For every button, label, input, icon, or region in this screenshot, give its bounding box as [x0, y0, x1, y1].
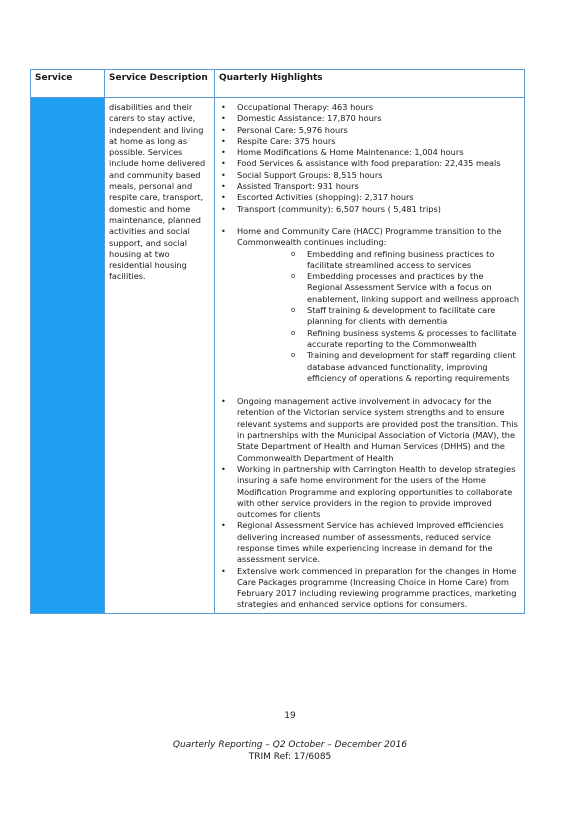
list-item: • Extensive work commenced in preparation for the changes in Home Care Packages programme (Increasing Choice in Home Care) from February 2017 including reviewing programme practices, marketing strategies and enhanced service options for consumers.	[219, 566, 520, 611]
list-item: • Occupational Therapy: 463 hours	[219, 102, 520, 113]
list-item: • Home Modifications & Home Maintenance: 1,004 hours	[219, 147, 520, 158]
list-item: o Embedding and refining business practices to facilitate streamlined access to services	[237, 249, 520, 272]
list-item: • Working in partnership with Carrington Health to develop strategies insuring a safe home environment for the users of the Home Modification Programme and exploring opportunities to collaborate with other service providers in the region to provide improved outcomes for clients	[219, 464, 520, 520]
hacc-intro: Home and Community Care (HACC) Programme transition to the Commonwealth continues including:	[237, 225, 502, 248]
list-item: • Food Services & assistance with food preparation: 22,435 meals	[219, 158, 520, 169]
footer-report-title: Quarterly Reporting – Q2 October – December 2016	[172, 740, 408, 750]
other-highlights-list	[219, 396, 520, 611]
footer-trim-ref: TRIM Ref: 17/6085	[248, 752, 332, 762]
list-item	[219, 226, 520, 384]
list-item: • Assisted Transport: 931 hours	[219, 181, 520, 192]
list-item: • Regional Assessment Service has achieved improved efficiencies delivering increased number of assessments, reduced service response times while experiencing increase in demand for the assessment service.	[219, 520, 520, 565]
list-item: • Respite Care: 375 hours	[219, 136, 520, 147]
list-item: o Staff training & development to facilitate care planning for clients with dementia	[237, 305, 520, 328]
hours-list	[219, 102, 520, 215]
list-item: o Embedding processes and practices by the Regional Assessment Service with a focus on enablement, linking support and wellness approach	[237, 271, 520, 305]
list-item: o Refining business systems & processes to facilitate accurate reporting to the Commonwealth	[237, 328, 520, 351]
quarterly-highlights-cell	[215, 98, 525, 614]
table-row	[31, 98, 525, 614]
list-item: • Transport (community): 6,507 hours ( 5,481 trips)	[219, 204, 520, 215]
table-header-row	[31, 70, 525, 98]
service-description-cell: disabilities and their carers to stay active, independent and living at home as long as possible. Services include home delivered and community based meals, personal and respite care, transport, domestic and home maintenance, planned activities and social support, and social housing at two residential housing facilities.	[105, 98, 215, 614]
hacc-list	[219, 226, 520, 384]
service-cell	[31, 98, 105, 614]
page-number: 19	[284, 711, 296, 721]
list-item: o Training and development for staff regarding client database advanced functionality, improving efficiency of operations & reporting requirements	[237, 350, 520, 384]
list-item: • Personal Care: 5,976 hours	[219, 125, 520, 136]
list-item: • Domestic Assistance: 17,870 hours	[219, 113, 520, 124]
list-item: • Social Support Groups: 8,515 hours	[219, 170, 520, 181]
hacc-sub-list	[237, 249, 520, 385]
header-quarterly-highlights: Quarterly Highlights	[215, 70, 525, 98]
list-item: • Ongoing management active involvement in advocacy for the retention of the Victorian service system strengths and to ensure relevant systems and supports are provided post the transition. This in partnerships with the Municipal Association of Victoria (MAV), the State Department of Health and Human Services (DHHS) and the Commonwealth Department of Health	[219, 396, 520, 464]
quarterly-report-table	[30, 69, 525, 614]
list-item: • Escorted Activities (shopping): 2,317 hours	[219, 192, 520, 203]
header-service-description: Service Description	[105, 70, 215, 98]
header-service: Service	[31, 70, 105, 98]
